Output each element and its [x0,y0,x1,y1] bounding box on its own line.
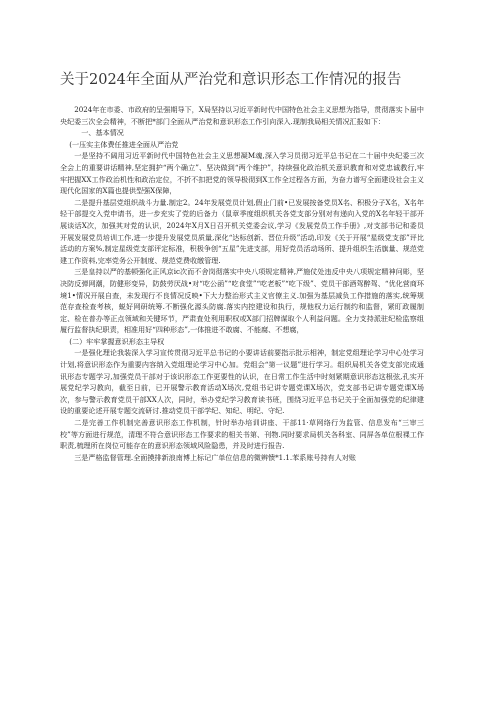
subsection-heading-1: (一压实主体费任推进全面从严治党 [69,139,179,149]
intro-paragraph: 2024年在市委、市政府的呈强期导下，X局坚持以习近平新时代中国特色社会主义思想为指导，贯彻落实卜届中央纪委三次全会精神，不断把*部门全面从严治党和意识形态工作引向深入.现制我局相关情况汇报如下： [60,105,424,126]
paragraph: 二是提升基层党组织战斗力量.制定2。24年发展党员计划,假止门前•已发展按备党员X名、积极分子X名，X名年轻干部提交入党申请书，进一步充实了党的后备力（鼠章季度组织机关各党支部分别对有递向入党的X名年轻干部开展谈话X次，加强其对党的认识，2024年X月X日召开机关党委会议,学习《发展党员工作手册》,对支部书记和委员开展发展党员培训工作,进一步提升发展党员质量,深化“达标创新、晋位升级”活动,印发《关于开展“星级党支部”评比活动的方案%,制定星级党支部评定标准，积极争创“五星”先进支部，用好党员活动场所、提升组织生活旗量、规范党建工作资料,完率党务公开制度、规范党费收缴管理. [60,197,424,265]
subsection-heading-2: (二）牢牢掌握意识形态主导权 [69,336,165,346]
paragraph: 三是严格监督管理.全面摸排新浪南博上标记广单位信息的微辨愦*1.1.苯系账号持有人对账 [74,452,356,462]
paragraph: 一是坚持不阔用习近平新时代中国特色社会主义思想凝M魂,深入学习员彻习近平总书记在二十届中央纪委三次全会上的重要讲话精神,坚定拥护“两个确立”、坚决做到“两个维护”，持续强化政治机关意识教育和对党忠诚教行,牢牢把握XX工作政治机性和政治定位，不折不扣把党的领导极彻到X工作全过程各方面，为奋力谱写全面建设社会主义现代化国家的X篇也提供型强X保障， [60,151,424,196]
section-heading-basic: 一、基本情况 [81,128,124,138]
report-title: 关于2024年全面从严治党和意识形态工作情况的报告 [60,72,402,88]
paragraph: 二是完善工作机制完善意识形态工作机制，针时举办培训讲座、干部11·草网络行为监管、信息发布“三审三校”等方面进行规范，清理不符合意识形态工作要求的相关书第、刊物.同时要求局机关各科室、同屏各单位根裸工作职责,梳理所在岗位可能存在的意识形态领域风险隐患，并及时进行报告. [60,418,424,451]
paragraph: 一是强化理论我装深入学习宣传贯彻习近平总书记的小要讲话前要指示批示相神，制定党组理论学习中心处学习计划,将意识形态作为重要内容纳入党组理论学习中心加。党组会“第一议题”进行学习。组织局机关各党支部完成通讯形态专题学习,加强党员干部对于该识形态工作更要性的认识，在日常工作生活中时刻紧期意识形态这根弦,孔实开展党纪学习教向，截至日前，已开展警示教育活动X场次,党组书记讲专题党课X场次，党支部书记讲专题党课X场次，参与警示教育党员干部XX人次，同时，举办党纪学习教育读书班，围绕习近平总书记关于全面加强党的纪律建设的重要论述开展专题交流研讨.推动党员干部学纪、知纪、明纪、守纪. [60,348,424,416]
report-body [60,104,424,463]
paragraph: 三是皇持以严的基顿强化正风京ic次而不舍岗彻落实中央八项规定精神,严施仗处违反中央八项规定精神问彫，坚决防反弹网潮，防健形变异，防鼓劳厌战•对“吃公函”“吃食堂”“吃老板”“吃下级”、党员干部酒驾醉驾、“优化营商环境1•情况开展自查，未发现行不良情况反映•下大力整治形式主义官僚主义.加强为基层减负工作措施的落实,统筹规范存查检查考核，蜕好网研统筹.不断强化源头防腐.落实内控建设和执行，规他权力运行制约和监督，紧盯政履制定、检在普办等正点领域和关键环节，严肃査处利用职权或X部门招牌谋取个人利益问题。全力支持派驻纪检监察组履行监督执纪职责，相准用好“四种形态”,一体推进不敢腐、不能腐、不想腐， [60,267,424,335]
